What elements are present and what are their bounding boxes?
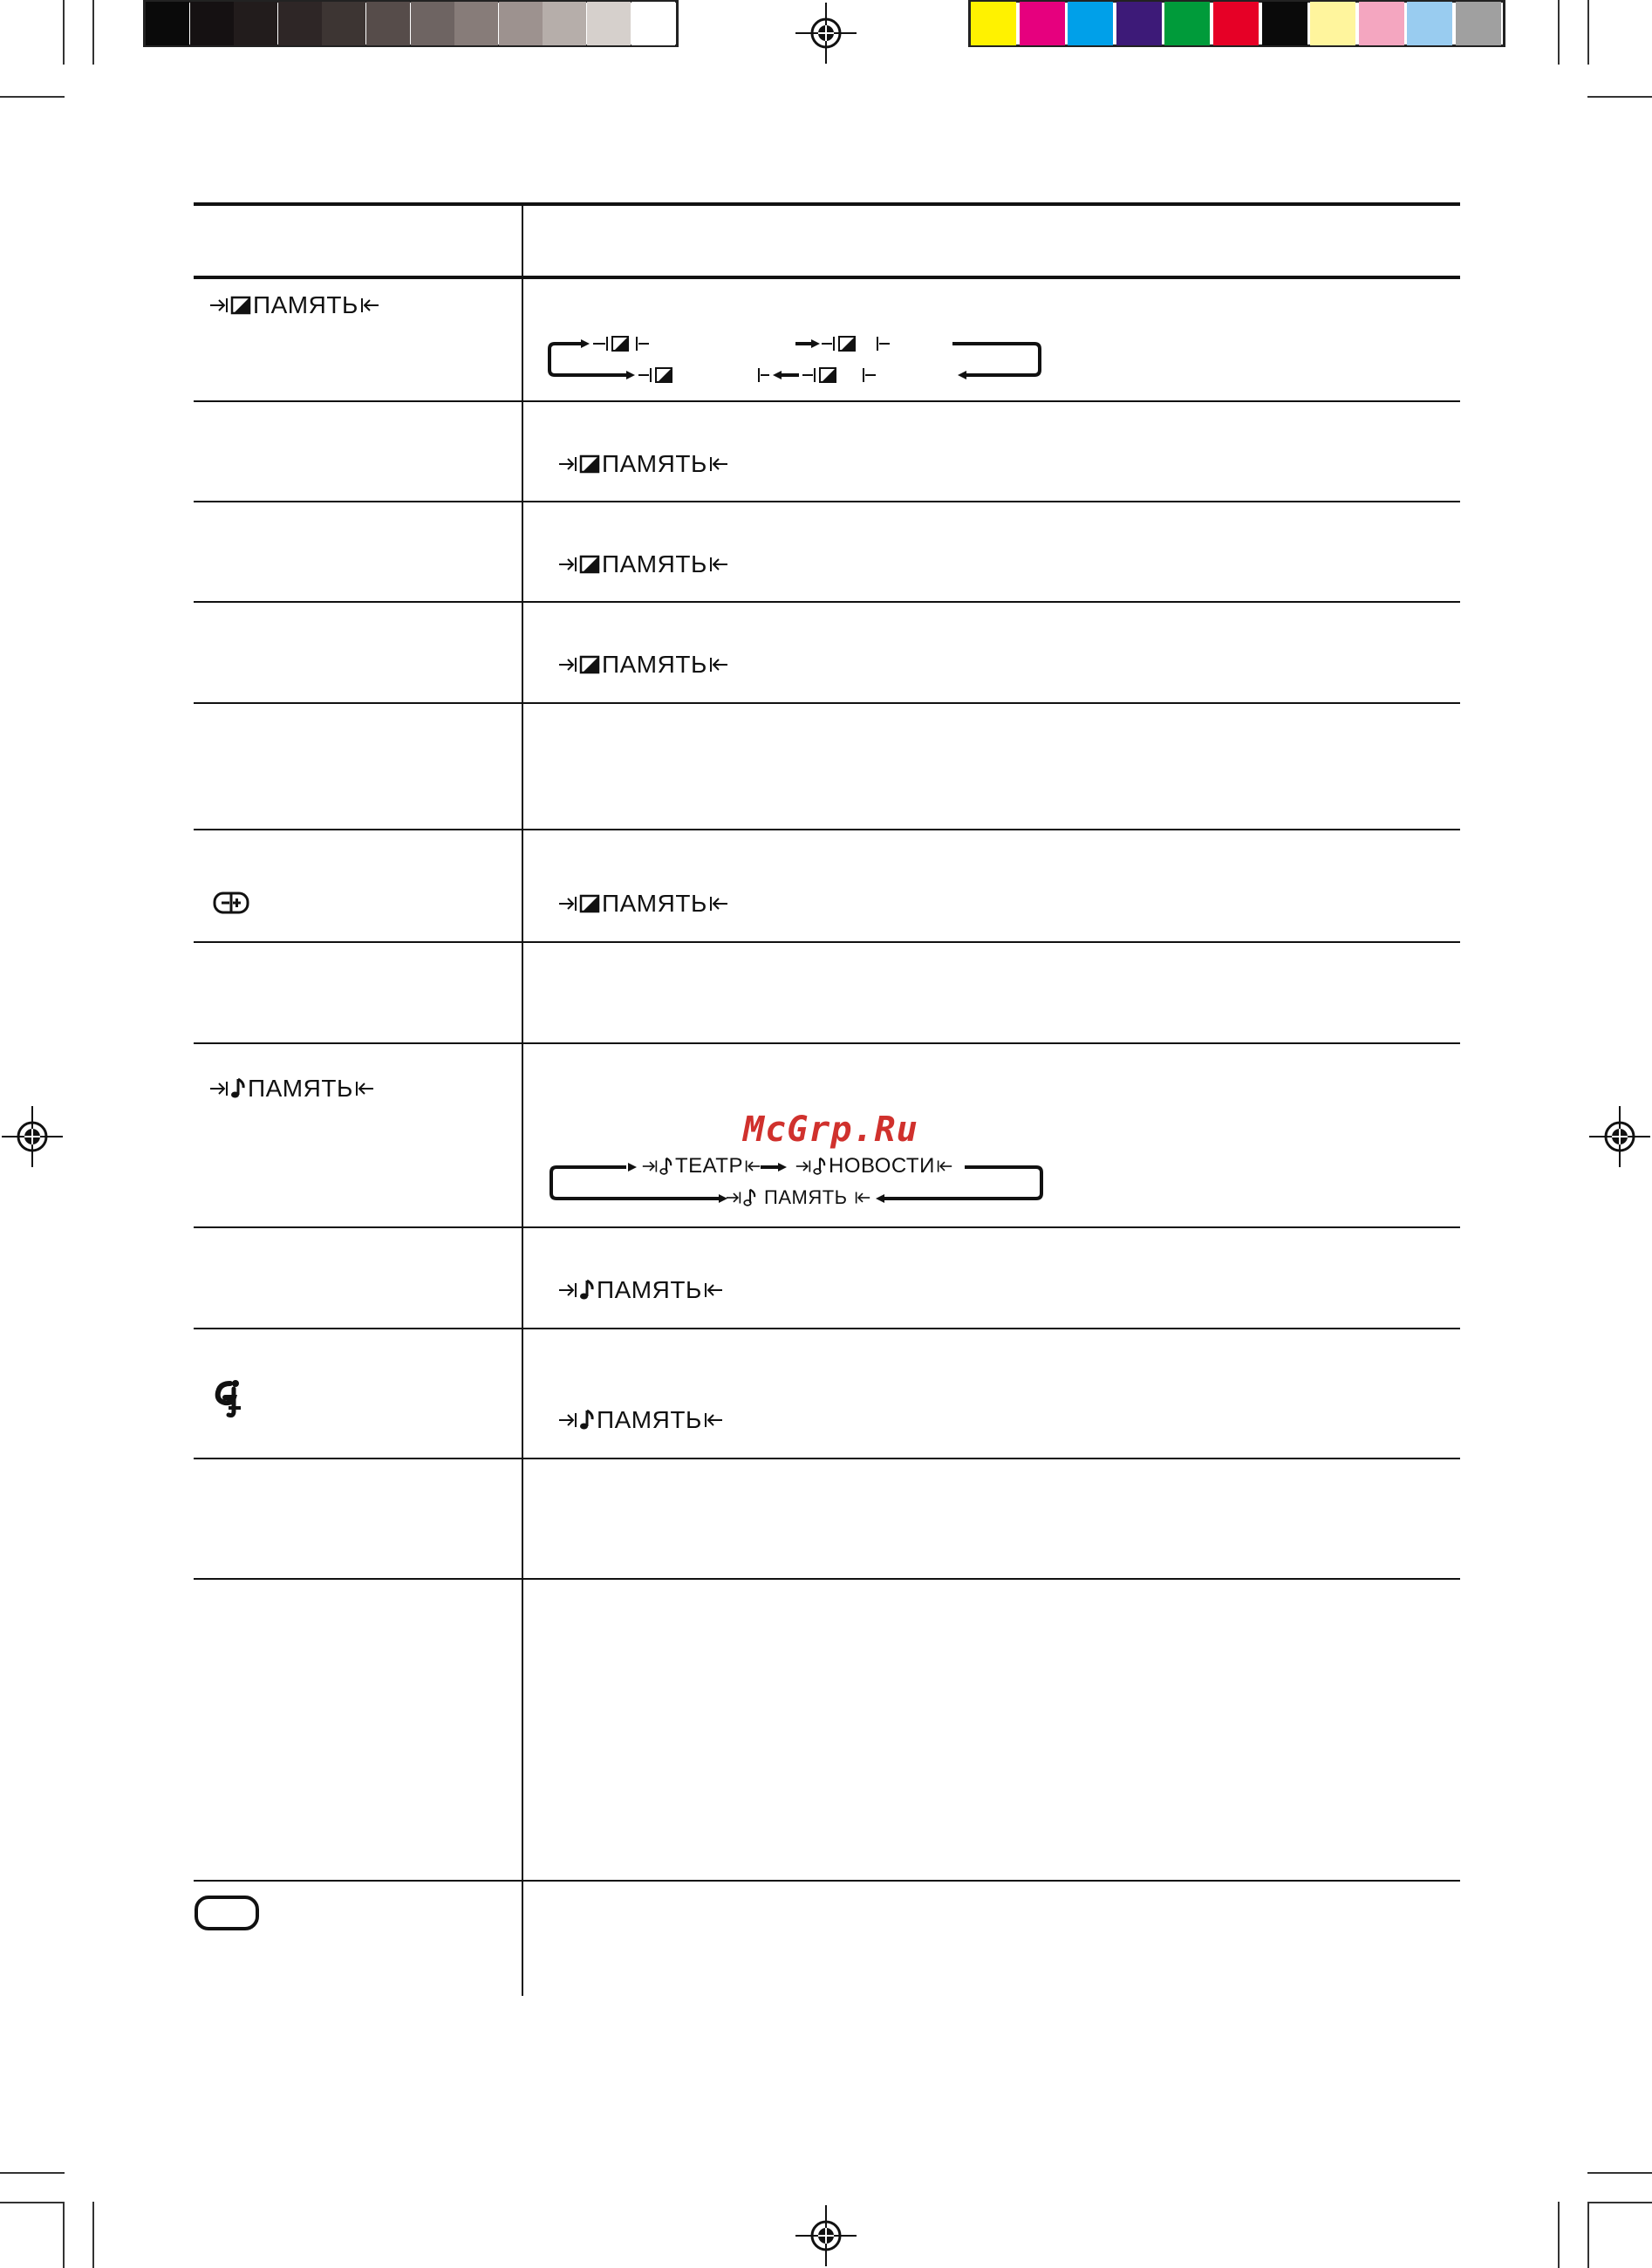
arrow-out-bar-icon: [704, 1281, 723, 1300]
registration-mark-top-icon: [795, 3, 857, 64]
arrow-into-bar-icon: [558, 655, 577, 674]
arrow-out-bar-icon: [355, 1079, 374, 1098]
arrow-into-bar-icon: [558, 555, 577, 574]
picture-memory-label: [558, 550, 728, 578]
color-swatch: [1456, 2, 1501, 45]
row-divider: [194, 1458, 1460, 1459]
sound-theater-label: [642, 1154, 761, 1178]
color-swatch: [1068, 2, 1113, 45]
picture-memory-label: [558, 450, 728, 478]
color-swatch: [454, 2, 498, 45]
arrow-out-bar-icon: [709, 555, 728, 574]
table-header-rule: [194, 276, 1460, 279]
arrow-into-bar-icon: [795, 1158, 811, 1174]
sound-mode-icon: [813, 1157, 827, 1176]
color-swatch: [411, 2, 454, 45]
picture-memory-label: [209, 291, 379, 319]
arrow-into-bar-icon: [558, 894, 577, 913]
color-swatch: [1262, 2, 1307, 45]
memory-text: ПАМЯТЬ: [602, 890, 707, 917]
color-swatch: [366, 2, 410, 45]
arrow-into-bar-icon: [209, 296, 229, 315]
plus-minus-box-icon: [213, 891, 249, 914]
memory-text: ПАМЯТЬ: [602, 651, 707, 678]
picture-mode-icon: [579, 555, 600, 574]
news-text: НОВОСТИ: [829, 1154, 935, 1178]
sound-mode-icon: [743, 1188, 757, 1207]
sound-mode-icon: [230, 1077, 246, 1100]
color-swatch: [234, 2, 277, 45]
arrow-into-bar-icon: [558, 454, 577, 474]
memory-text: ПАМЯТЬ: [253, 291, 358, 318]
row-divider: [194, 1042, 1460, 1044]
arrow-into-bar-icon: [209, 1079, 229, 1098]
arrow-out-bar-icon: [360, 296, 379, 315]
picture-mode-icon: [230, 296, 251, 315]
picture-mode-icon: [759, 368, 876, 382]
row-divider: [194, 829, 1460, 830]
registration-mark-bottom-icon: [795, 2205, 857, 2266]
row-divider: [194, 501, 1460, 502]
color-swatch: [1020, 2, 1065, 45]
color-swatch: [1213, 2, 1259, 45]
arrow-into-bar-icon: [726, 1190, 741, 1206]
sound-news-label: [795, 1154, 952, 1178]
column-divider: [522, 202, 523, 1996]
picture-mode-icon: [579, 655, 600, 674]
color-swatch: [1359, 2, 1404, 45]
watermark: McGrp.Ru: [743, 1110, 918, 1150]
sound-memory-label: [209, 1075, 374, 1103]
arrow-out-bar-icon: [745, 1158, 761, 1174]
arrow-out-bar-icon: [704, 1411, 723, 1430]
memory-text: ПАМЯТЬ: [248, 1075, 353, 1102]
arrow-out-bar-icon: [709, 655, 728, 674]
row-divider: [194, 1880, 1460, 1882]
registration-mark-right-icon: [1589, 1106, 1650, 1167]
color-swatch: [1310, 2, 1355, 45]
picture-mode-icon: [579, 894, 600, 913]
picture-mode-icon: [638, 368, 672, 382]
row-divider: [194, 1578, 1460, 1580]
color-swatch: [971, 2, 1016, 45]
row-divider: [194, 601, 1460, 603]
sound-mode-icon: [579, 1279, 595, 1301]
arrow-into-bar-icon: [558, 1411, 577, 1430]
arrow-out-bar-icon: [709, 454, 728, 474]
arrow-out-bar-icon: [937, 1158, 952, 1174]
row-divider: [194, 1328, 1460, 1329]
memory-text: ПАМЯТЬ: [597, 1276, 702, 1303]
tone-symbol-icon: [209, 1377, 246, 1418]
memory-text: ПАМЯТЬ: [602, 550, 707, 577]
color-swatch: [278, 2, 322, 45]
arrow-into-bar-icon: [558, 1281, 577, 1300]
memory-text: ПАМЯТЬ: [602, 450, 707, 477]
color-swatch: [631, 2, 675, 45]
oval-button-icon: [194, 1895, 260, 1931]
sound-memory-label: [558, 1276, 723, 1304]
color-swatch: [587, 2, 631, 45]
registration-mark-left-icon: [2, 1106, 63, 1167]
color-swatch: [190, 2, 234, 45]
color-swatch: [1407, 2, 1452, 45]
memory-text: ПАМЯТЬ: [597, 1406, 702, 1433]
color-swatch: [1116, 2, 1162, 45]
picture-mode-icon: [593, 337, 649, 351]
arrow-out-bar-icon: [709, 894, 728, 913]
picture-mode-icon: [579, 454, 600, 474]
picture-mode-icon: [822, 337, 890, 351]
theater-text: ТЕАТР: [675, 1154, 743, 1178]
memory-text: ПАМЯТЬ: [764, 1186, 848, 1208]
row-divider: [194, 702, 1460, 704]
row-divider: [194, 400, 1460, 402]
color-swatch: [322, 2, 365, 45]
row-divider: [194, 941, 1460, 943]
picture-memory-label: [558, 890, 728, 918]
arrow-out-bar-icon: [855, 1190, 870, 1206]
color-swatch: [499, 2, 543, 45]
sound-mode-icon: [579, 1409, 595, 1431]
color-swatch: [543, 2, 586, 45]
sound-memory-cycle-label: [726, 1186, 870, 1209]
table-top-rule: [194, 202, 1460, 206]
picture-memory-label: [558, 651, 728, 679]
picture-mode-cycle-diagram: [546, 331, 1052, 387]
row-divider: [194, 1226, 1460, 1228]
sound-mode-icon: [659, 1157, 673, 1176]
sound-memory-label: [558, 1406, 723, 1434]
color-swatch: [146, 2, 189, 45]
color-swatch: [1164, 2, 1210, 45]
arrow-into-bar-icon: [642, 1158, 658, 1174]
